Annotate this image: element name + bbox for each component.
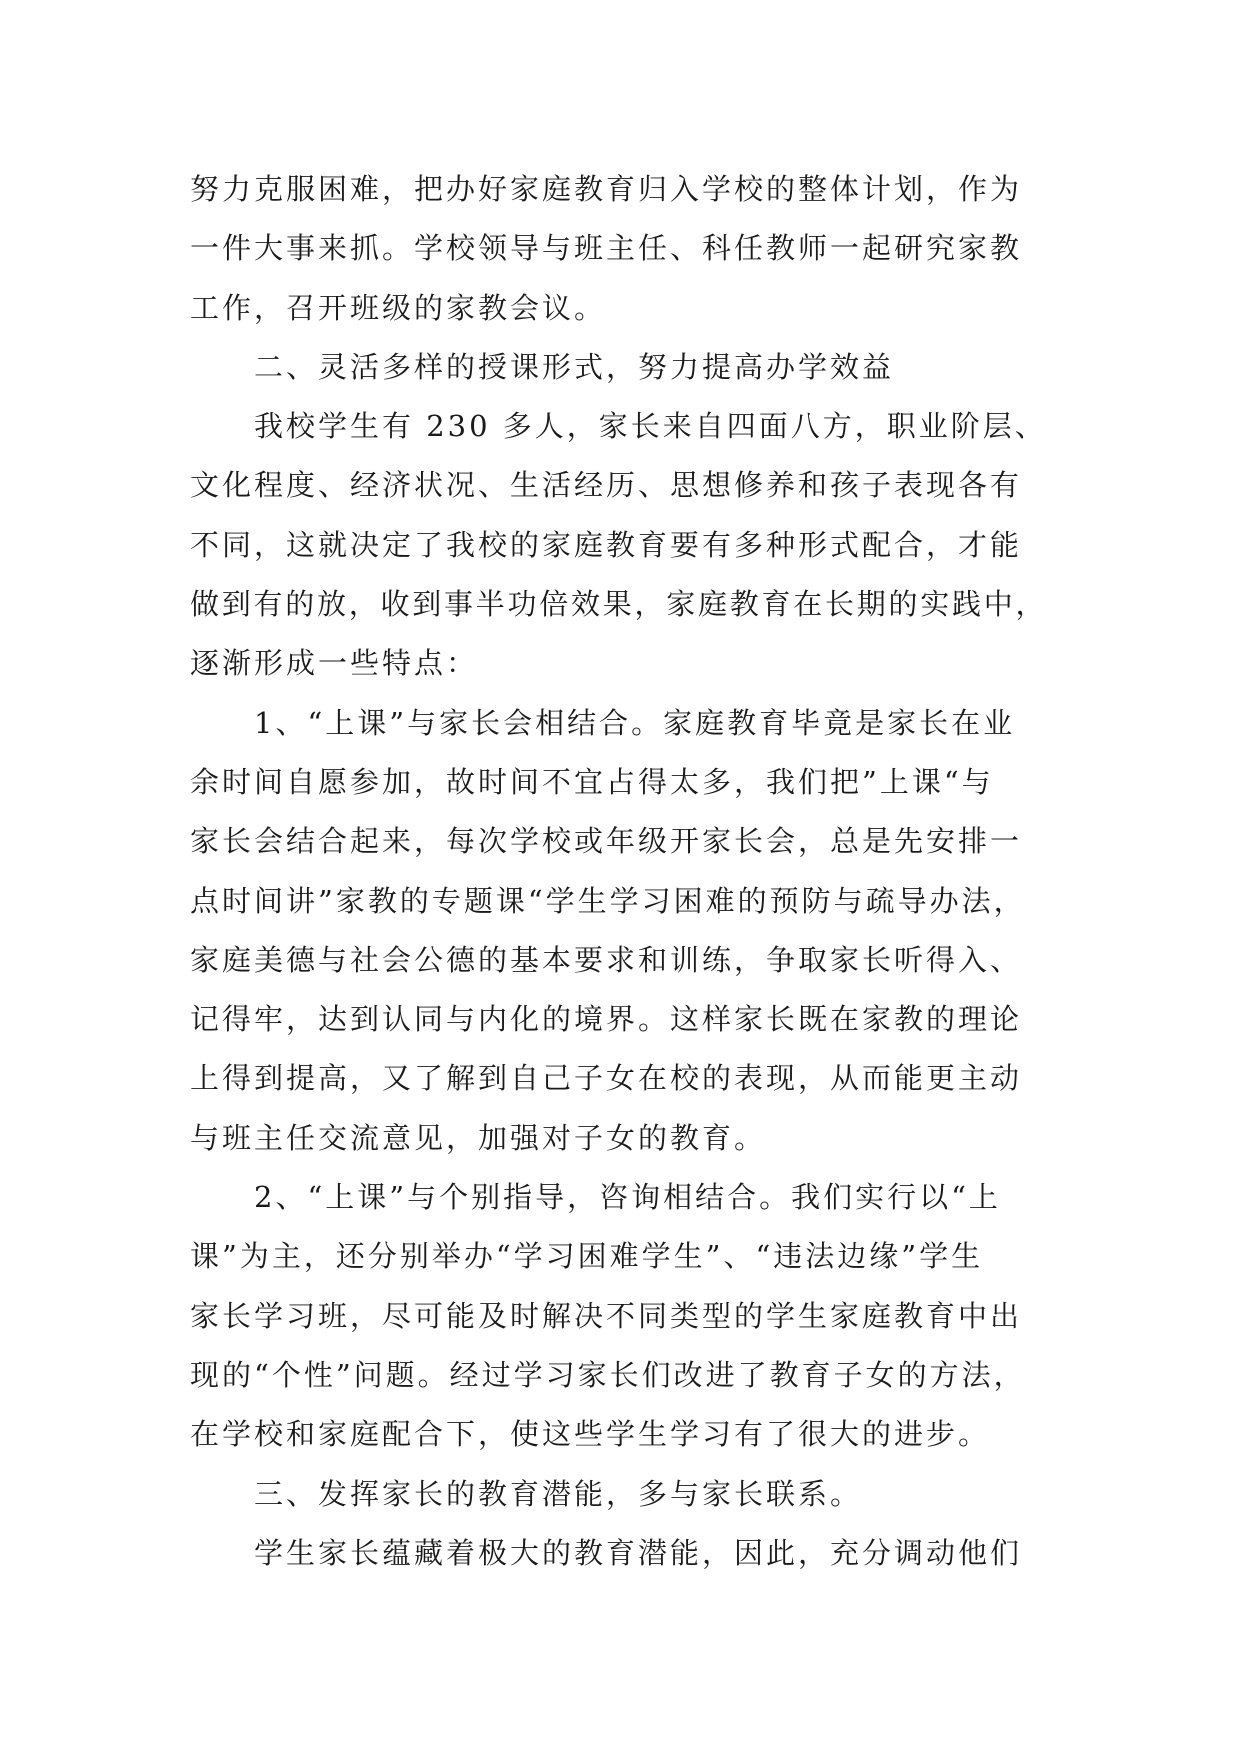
text-line: 家长会结合起来，每次学校或年级开家长会，总是先安排一 (190, 824, 1023, 859)
text-line: 课”为主，还分别举办“学习困难学生”、“违法边缘”学生 (190, 1239, 984, 1274)
text-line: 文化程度、经济状况、生活经历、思想修养和孩子表现各有 (190, 468, 1023, 503)
text-line: 努力克服困难，把办好家庭教育归入学校的整体计划，作为 (190, 172, 1023, 206)
text-line: 与班主任交流意见，加强对子女的教育。 (190, 1120, 767, 1155)
text-line: 2、“上课”与个别指导，咨询相结合。我们实行以“上 (254, 1180, 1001, 1215)
section-heading: 二、灵活多样的授课形式，努力提高办学效益 (254, 349, 895, 384)
text-line: 上得到提高，又了解到自己子女在校的表现，从而能更主动 (190, 1061, 1023, 1096)
text-line: 家长学习班，尽可能及时解决不同类型的学生家庭教育中出 (190, 1298, 1023, 1333)
text-line: 记得牢，达到认同与内化的境界。这样家长既在家教的理论 (190, 1002, 1023, 1037)
text-line: 逐渐形成一些特点： (190, 646, 479, 681)
text-line: 一件大事来抓。学校领导与班主任、科任教师一起研究家教 (190, 231, 1023, 266)
text-line: 工作，召开班级的家教会议。 (190, 290, 607, 325)
text-line: 1、“上课”与家长会相结合。家庭教育毕竟是家长在业 (254, 705, 1016, 740)
text-line: 在学校和家庭配合下，使这些学生学习有了很大的进步。 (190, 1417, 991, 1452)
text-line: 点时间讲”家教的专题课“学生学习困难的预防与疏导办法， (190, 883, 1026, 918)
document-body (190, 160, 1050, 1583)
text-line: 余时间自愿参加，故时间不宜占得太多，我们把”上课“与 (190, 764, 994, 799)
text-line: 学生家长蕴藏着极大的教育潜能，因此，充分调动他们 (254, 1535, 1023, 1570)
text-line: 我校学生有 230 多人，家长来自四面八方，职业阶层、 (254, 409, 1047, 444)
text-line: 做到有的放，收到事半功倍效果，家庭教育在长期的实践中， (190, 587, 1048, 622)
text-line: 家庭美德与社会公德的基本要求和训练，争取家长听得入、 (190, 942, 1023, 977)
text-line: 不同，这就决定了我校的家庭教育要有多种形式配合，才能 (190, 527, 1023, 562)
section-heading: 三、发挥家长的教育潜能，多与家长联系。 (254, 1476, 863, 1511)
text-line: 现的“个性”问题。经过学习家长们改进了教育子女的方法， (190, 1357, 1026, 1392)
